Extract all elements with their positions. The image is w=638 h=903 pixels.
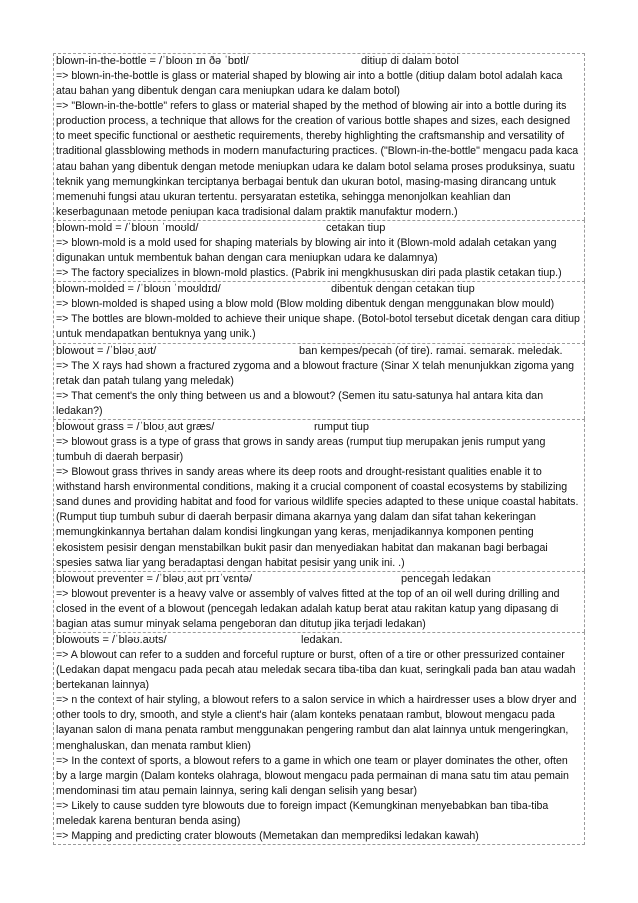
meaning: ban kempes/pecah (of tire). ramai. semarak. meledak. xyxy=(299,344,563,357)
meaning: ditiup di dalam botol xyxy=(361,55,459,67)
dictionary-entry xyxy=(53,220,585,281)
entry-heading xyxy=(56,633,581,648)
dictionary-entry xyxy=(53,343,585,419)
meaning: rumput tiup xyxy=(314,420,370,433)
entry-heading xyxy=(56,344,581,359)
example-line: => A blowout can refer to a sudden and forceful rupture or burst, often of a tire or other pressurized container (Ledakan dapat mengacu pada pecah atau meledak secara tiba-tiba dan kuat, seringkali pada ban atau wadah bertekanan lainnya) xyxy=(56,649,576,692)
headword: blown-molded = /ˈbloʊn ˈmoʊldɪd/ xyxy=(56,283,221,296)
example-line: => Likely to cause sudden tyre blowouts due to foreign impact (Kemungkinan menyebabkan ban tiba-tiba meledak karena benturan benda asing) xyxy=(56,799,549,828)
dictionary-entry xyxy=(53,281,585,342)
headword: blowout grass = /ˈbloʊˌaʊt græs/ xyxy=(56,420,215,433)
example-line: => blown-molded is shaped using a blow mold (Blow molding dibentuk dengan menggunakan blow mould) xyxy=(56,298,555,311)
example-line: => blowout grass is a type of grass that grows in sandy areas (rumput tiup merupakan jenis rumput yang tumbuh di daerah berpasir) xyxy=(56,435,546,463)
example-line: => Mapping and predicting crater blowouts (Memetakan dan memprediksi ledakan kawah) xyxy=(56,830,479,843)
example-line: => The factory specializes in blown-mold plastics. (Pabrik ini mengkhususkan diri pada plastik cetakan tiup.) xyxy=(56,267,562,280)
dictionary-entry xyxy=(53,632,585,845)
example-line: => blown-mold is a mold used for shaping materials by blowing air into it (Blown-mold adalah cetakan yang digunakan untuk membentuk bahan dengan cara meniupkan udara ke dalamnya) xyxy=(56,236,557,265)
example-line: => Blowout grass thrives in sandy areas where its deep roots and drought-resistant qualities enable it to withstand harsh environmental conditions, making it a crucial component of coastal ecosystems by stabilizing sand dunes and providing habitat and food for various wildlife species adapted to these unique coastal habitats. (Rumput tiup tumbuh subur di daerah berpasir dimana akarnya yang dalam dan sifat tahan kekeringan memungkinkannya bertahan dalam kondisi lingkungan yang keras, menjadikannya komponen penting ekosistem pesisir dengan menstabilkan bukit pasir dan menyediakan habitat dan makanan bagi berbagai spesies satwa liar yang beradaptasi dengan habitat pesisir yang unik ini. .) xyxy=(56,466,579,569)
entry-heading xyxy=(56,282,581,297)
example-line: => That cement's the only thing between us and a blowout? (Semen itu satu-satunya hal antara kita dan ledakan?) xyxy=(56,389,544,417)
example-line: => n the context of hair styling, a blowout refers to a salon service in which a hairdresser uses a blow dryer and other tools to dry, smooth, and style a client's hair (alam konteks penataan rambut, blowout mengacu pada layanan salon di mana penata rambut menggunakan pengering rambut dan alat lainnya untuk mengeringkan, menghaluskan, dan menata rambut klien) xyxy=(56,694,577,752)
dictionary-page xyxy=(53,53,585,845)
dictionary-entry xyxy=(53,571,585,632)
meaning: cetakan tiup xyxy=(326,221,386,234)
dictionary-entry xyxy=(53,53,585,220)
entry-list xyxy=(53,53,585,845)
entry-heading xyxy=(56,221,581,236)
example-line: => blowout preventer is a heavy valve or assembly of valves fitted at the top of an oil well during drilling and closed in the event of a blowout (pencegah ledakan adalah katup berat atau rakitan katup yang dipasang di bagian atas sumur minyak selama pengeboran dan ditutup jika terjadi ledakan) xyxy=(56,587,560,630)
headword: blown-in-the-bottle = /ˈbloʊn ɪn ðə ˈbɒtl/ xyxy=(56,55,249,67)
headword: blown-mold = /ˈbloʊn ˈmoʊld/ xyxy=(56,221,199,234)
example-line: => The X rays had shown a fractured zygoma and a blowout fracture (Sinar X telah menunjukkan zigoma yang retak dan patah tulang yang meledak) xyxy=(56,359,575,387)
meaning: pencegah ledakan xyxy=(401,572,491,585)
example-line: => "Blown-in-the-bottle" refers to glass or material shaped by the method of blowing air into a bottle during its production process, a technique that allows for the creation of various bottle shapes and sizes, each designed to meet specific functional or aesthetic requirements, thereby highlighting the craftsmanship and versatility of traditional glassblowing methods in modern manufacturing practices. ("Blown-in-the-bottle" mengacu pada kaca atau bahan yang dibentuk dengan metode meniupkan udara ke dalam botol selama proses produksinya, suatu teknik yang memungkinkan terciptanya berbagai bentuk dan ukuran botol, masing-masing dirancang untuk memenuhi fungsi atau ukuran tertentu. persyaratan estetika, sehingga menonjolkan keahlian dan keserbagunaan metode peniupan kaca tradisional dalam praktik manufaktur modern.) xyxy=(56,100,579,218)
dictionary-entry xyxy=(53,419,585,571)
example-line: => blown-in-the-bottle is glass or material shaped by blowing air into a bottle (ditiup dalam botol adalah kaca atau bahan yang dibentuk dengan cara meniupkan udara ke dalam botol) xyxy=(56,70,563,98)
headword: blowout = /ˈbləʊˌaʊt/ xyxy=(56,344,157,357)
meaning: ledakan. xyxy=(301,634,343,646)
entry-heading xyxy=(56,420,581,435)
headword: blowouts = /ˈbləʊ.aʊts/ xyxy=(56,634,167,646)
entry-heading xyxy=(56,54,581,69)
example-line: => The bottles are blown-molded to achieve their unique shape. (Botol-botol tersebut dicetak dengan cara ditiup untuk mendapatkan bentuknya yang unik.) xyxy=(56,313,580,341)
meaning: dibentuk dengan cetakan tiup xyxy=(331,283,475,296)
headword: blowout preventer = /ˈbləʊˌaʊt prɪˈvɛntə/ xyxy=(56,572,253,585)
example-line: => In the context of sports, a blowout refers to a game in which one team or player dominates the other, often by a large margin (Dalam konteks olahraga, blowout mengacu pada permainan di mana satu tim atau pemain mendominasi tim atau pemain lainnya, sering kali dengan selisih yang besar) xyxy=(56,754,569,797)
entry-heading xyxy=(56,572,581,587)
